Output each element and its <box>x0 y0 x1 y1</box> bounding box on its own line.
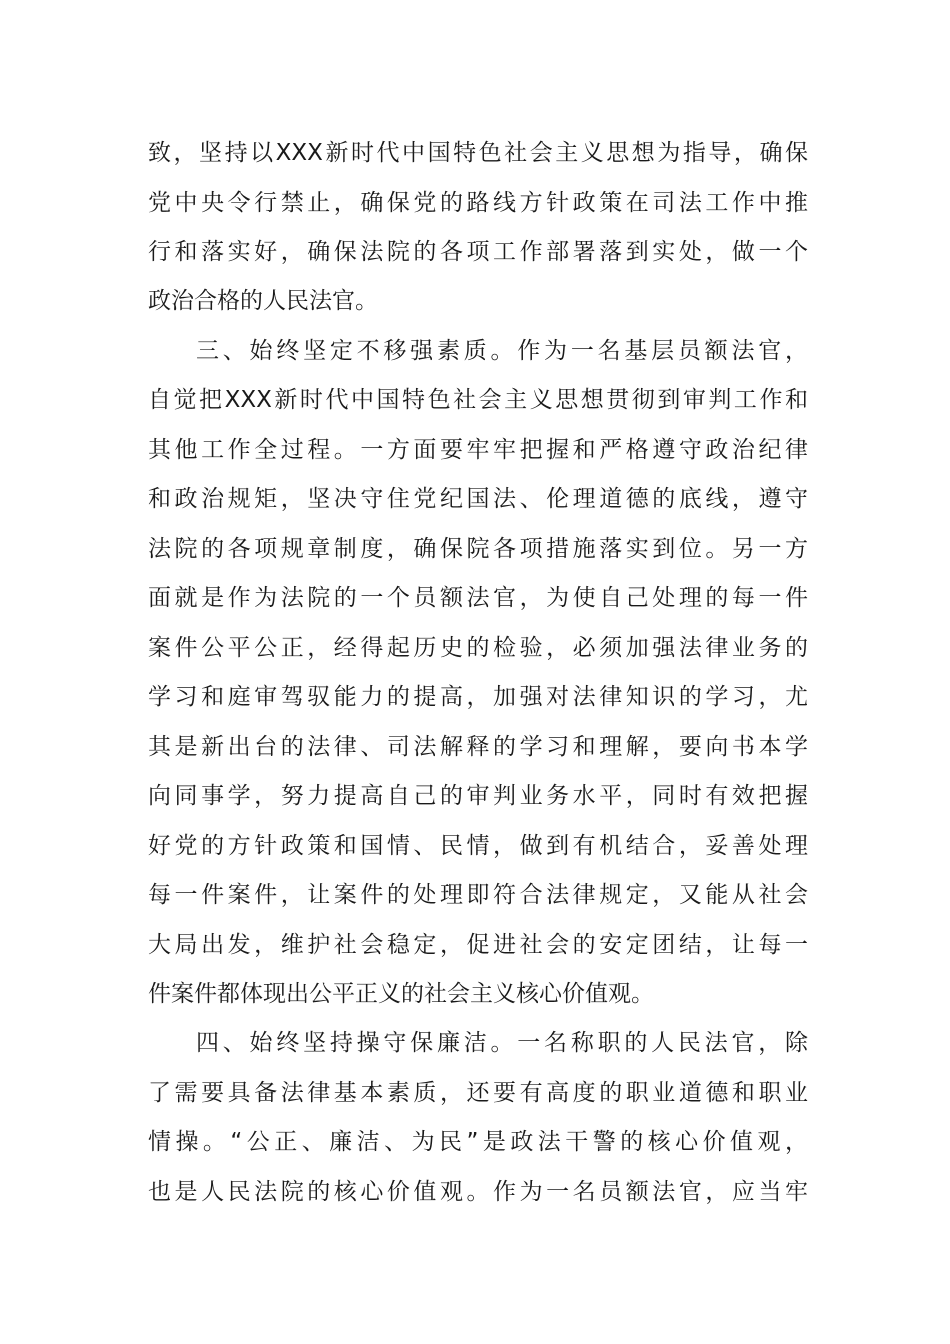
text-line: 法院的各项规章制度，确保院各项措施落实到位。另一方 <box>148 536 808 562</box>
text-line: 件案件都体现出公平正义的社会主义核心价值观。 <box>148 981 654 1007</box>
text-line: 向同事学，努力提高自己的审判业务水平，同时有效把握 <box>148 783 808 809</box>
text-line: 了需要具备法律基本素质，还要有高度的职业道德和职业 <box>148 1080 808 1106</box>
text-line: 政治合格的人民法官。 <box>148 288 378 314</box>
text-line: 情操。“公正、廉洁、为民”是政法干警的核心价值观， <box>148 1129 808 1155</box>
text-line: 自觉把XXX新时代中国特色社会主义思想贯彻到审判工作和 <box>148 387 808 413</box>
text-line: 面就是作为法院的一个员额法官，为使自己处理的每一件 <box>148 585 808 611</box>
text-line: 党中央令行禁止，确保党的路线方针政策在司法工作中推 <box>148 190 808 216</box>
text-line: 好党的方针政策和国情、民情，做到有机结合，妥善处理 <box>148 833 808 859</box>
text-line: 行和落实好，确保法院的各项工作部署落到实处，做一个 <box>148 239 808 265</box>
text-line: 也是人民法院的核心价值观。作为一名员额法官，应当牢 <box>148 1179 808 1205</box>
text-line: 致，坚持以XXX新时代中国特色社会主义思想为指导，确保 <box>148 140 808 166</box>
text-line: 其是新出台的法律、司法解释的学习和理解，要向书本学 <box>148 734 808 760</box>
text-line: 案件公平公正，经得起历史的检验，必须加强法律业务的 <box>148 635 808 661</box>
paragraph-heading-line: 三、始终坚定不移强素质。作为一名基层员额法官， <box>196 338 808 364</box>
text-line: 学习和庭审驾驭能力的提高，加强对法律知识的学习，尤 <box>148 684 808 710</box>
paragraph-heading-line: 四、始终坚持操守保廉洁。一名称职的人民法官，除 <box>196 1030 808 1056</box>
text-line: 每一件案件，让案件的处理即符合法律规定，又能从社会 <box>148 882 808 908</box>
text-line: 其他工作全过程。一方面要牢牢把握和严格遵守政治纪律 <box>148 437 808 463</box>
text-line: 大局出发，维护社会稳定，促进社会的安定团结，让每一 <box>148 932 808 958</box>
text-line: 和政治规矩，坚决守住党纪国法、伦理道德的底线，遵守 <box>148 486 808 512</box>
